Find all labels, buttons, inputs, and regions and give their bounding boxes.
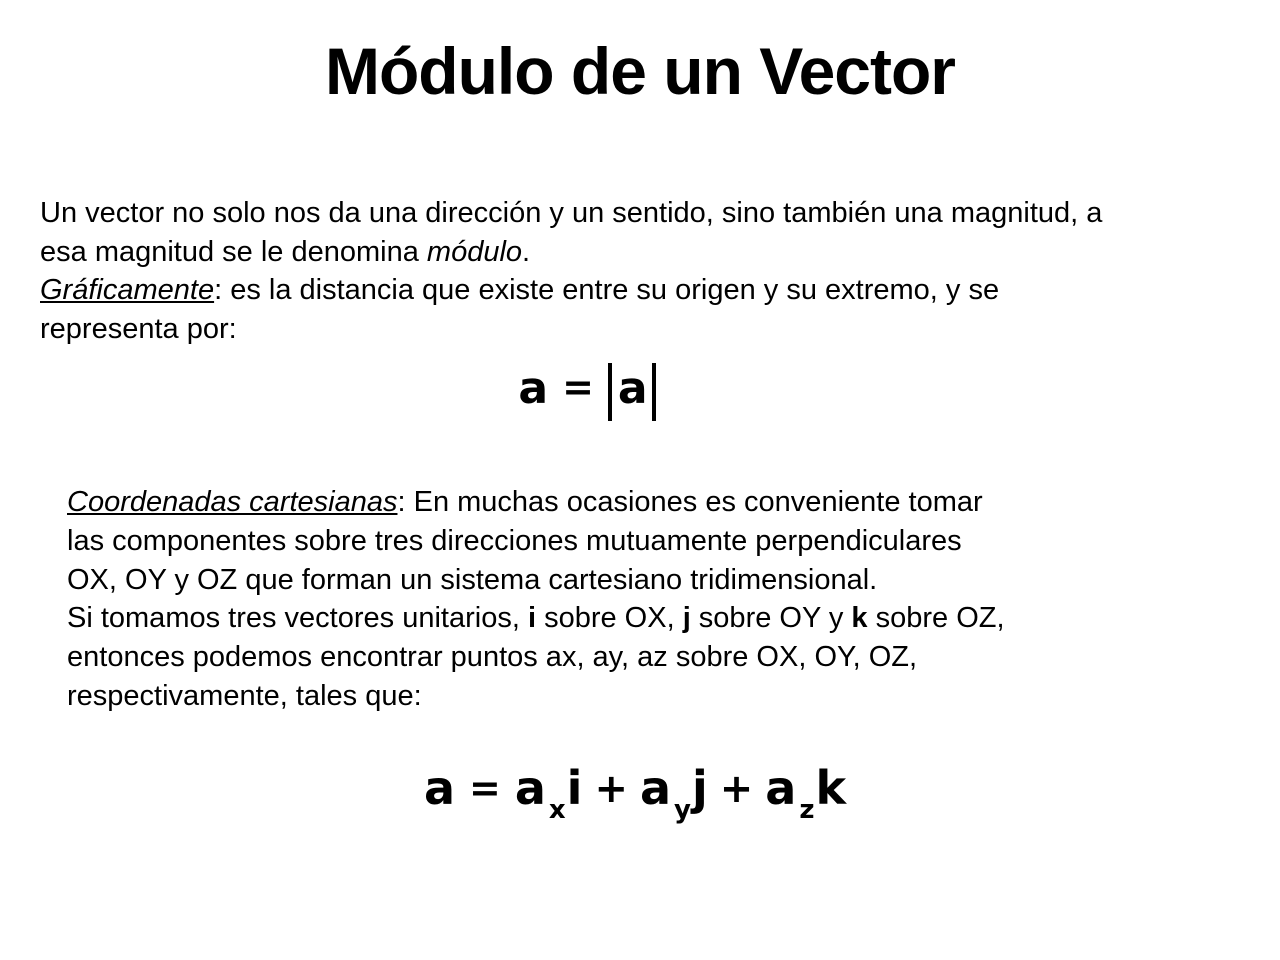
- text-line: [67, 561, 1260, 600]
- formula-components-block: [0, 761, 1280, 825]
- text-run: respectivamente, tales que:: [67, 679, 422, 712]
- unit-vector-i: i: [527, 602, 537, 635]
- text-line: [67, 677, 1260, 716]
- vector-a-symbol: a: [617, 362, 648, 414]
- formula-vector-components: [0, 761, 1275, 825]
- text-line: [67, 483, 1260, 522]
- plus-sign: +: [594, 766, 628, 813]
- text-run: OX, OY y OZ que forman un sistema cartesiano tridimensional.: [67, 563, 878, 596]
- equals-sign: =: [469, 766, 501, 811]
- unit-vector-j: j: [691, 761, 708, 816]
- text-run: Un vector no solo nos da una dirección y un sentido, sino también una magnitud, a: [40, 196, 1103, 229]
- text-run: sobre OZ,: [867, 602, 1005, 635]
- unit-vector-k: k: [815, 761, 847, 816]
- subscript-y: y: [674, 795, 691, 826]
- underlined-term-graficamente: Gráficamente: [40, 274, 215, 307]
- underlined-term-coordenadas-cartesianas: Coordenadas cartesianas: [67, 486, 398, 519]
- text-line: [67, 599, 1260, 638]
- formula-magnitude-block: [0, 363, 1280, 421]
- vector-a-symbol: a: [518, 362, 549, 414]
- vector-a-symbol: a: [423, 761, 455, 816]
- text-run: Si tomamos tres vectores unitarios,: [67, 602, 528, 635]
- intro-paragraph: [40, 194, 1260, 349]
- text-line: [40, 194, 1260, 233]
- equals-sign: =: [562, 364, 594, 409]
- italic-term-modulo: módulo: [426, 235, 523, 268]
- text-line: [67, 638, 1260, 677]
- text-line: [40, 233, 1260, 272]
- text-run: las componentes sobre tres direcciones mutuamente perpendiculares: [67, 524, 962, 557]
- unit-vector-k: k: [851, 602, 868, 635]
- text-run: entonces podemos encontrar puntos ax, ay, az sobre OX, OY, OZ,: [67, 640, 918, 673]
- text-run: sobre OX,: [536, 602, 683, 635]
- component-x-coef: a: [514, 761, 546, 816]
- component-z-coef: a: [765, 761, 797, 816]
- text-run: .: [522, 235, 531, 268]
- unit-vector-i: i: [566, 761, 583, 816]
- text-line: [67, 522, 1260, 561]
- formula-vector-magnitude: [0, 363, 1227, 421]
- cartesian-paragraph: [67, 483, 1260, 715]
- text-line: [40, 271, 1260, 310]
- text-run: representa por:: [40, 313, 237, 345]
- text-run: esa magnitud se le denomina: [40, 235, 427, 268]
- text-line: [40, 310, 1260, 349]
- text-run: : es la distancia que existe entre su origen y su extremo, y se: [214, 274, 1000, 307]
- plus-sign: +: [719, 766, 754, 813]
- absolute-value-bars: [608, 363, 656, 421]
- text-run: : En muchas ocasiones es conveniente tomar: [397, 486, 983, 519]
- unit-vector-j: j: [682, 602, 691, 635]
- text-run: sobre OY y: [690, 602, 852, 635]
- component-y-coef: a: [639, 761, 672, 816]
- subscript-z: z: [799, 795, 815, 826]
- subscript-x: x: [548, 795, 566, 826]
- slide-title: Módulo de un Vector: [324, 34, 955, 108]
